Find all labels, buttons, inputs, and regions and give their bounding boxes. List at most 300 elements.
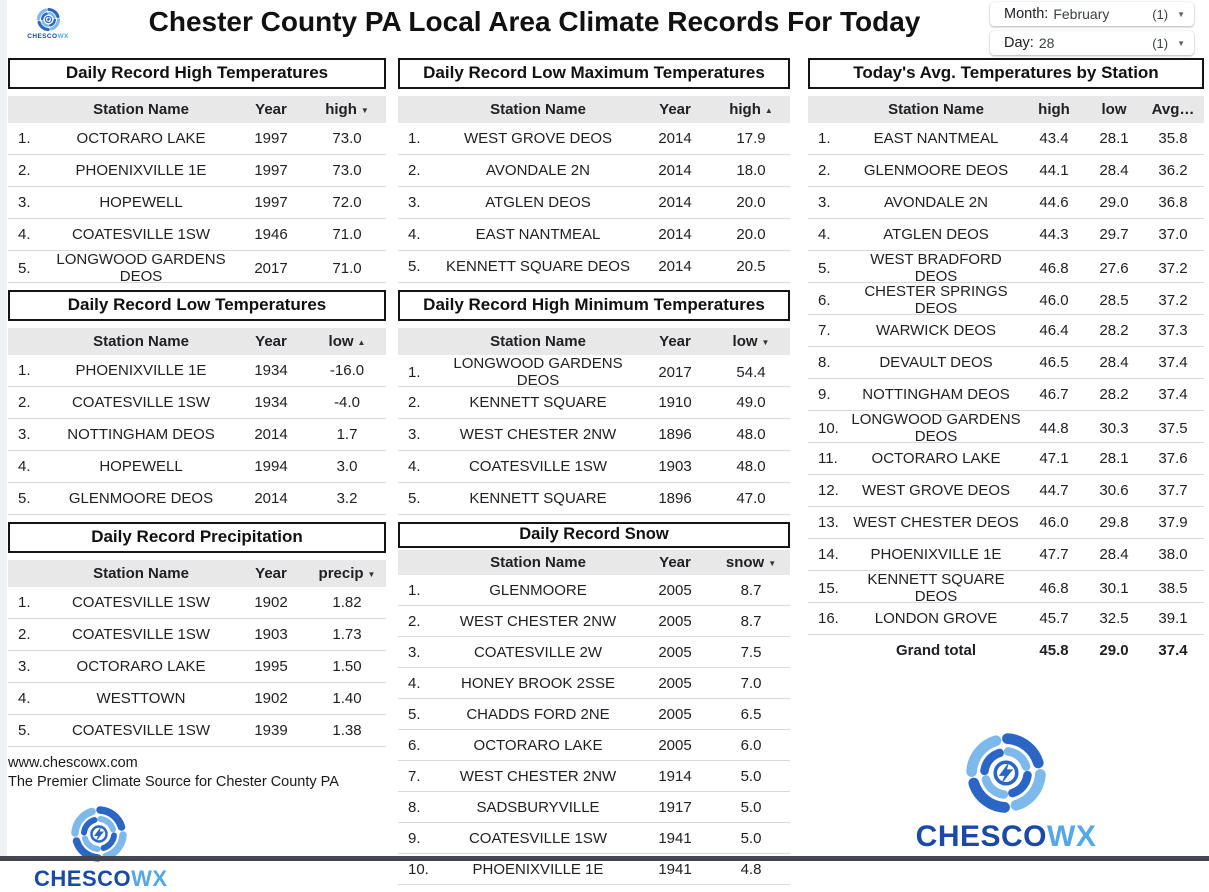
header-station-name[interactable]: Station Name [490, 101, 586, 118]
row-low: 32.5 [1099, 610, 1129, 627]
header-station-name[interactable]: Station Name [490, 554, 586, 571]
row-value: 3.2 [336, 490, 358, 507]
header-sort-column[interactable]: snow ▼ [725, 554, 777, 571]
row-low: 28.1 [1099, 130, 1129, 147]
table-row [398, 187, 790, 219]
row-rank: 5. [408, 490, 421, 507]
header-sort-column[interactable]: low ▼ [732, 333, 770, 350]
row-high: 47.7 [1039, 546, 1069, 563]
day-filter-label: Day: [1004, 35, 1034, 51]
row-station-name: KENNETT SQUARE DEOS [867, 571, 1005, 605]
row-station-name: OCTORARO LAKE [473, 736, 603, 754]
row-rank: 4. [408, 226, 421, 243]
row-low: 30.6 [1099, 482, 1129, 499]
record-snow-title: Daily Record Snow [398, 522, 790, 548]
row-station-name: LONGWOOD GARDENS DEOS [851, 411, 1021, 445]
row-rank: 8. [818, 354, 831, 371]
row-value: 6.0 [740, 736, 762, 754]
chevron-down-icon: ▼ [1177, 38, 1185, 48]
row-rank: 14. [818, 546, 839, 563]
row-rank: 3. [818, 194, 831, 211]
row-year: 1946 [254, 226, 288, 243]
row-year: 2017 [254, 259, 288, 277]
row-station-name: NOTTINGHAM DEOS [67, 426, 215, 443]
row-avg: 38.5 [1158, 579, 1188, 597]
row-low: 28.2 [1099, 322, 1129, 339]
row-year: 1934 [254, 394, 288, 411]
table-row [808, 507, 1204, 539]
table-row [398, 730, 790, 761]
row-rank: 4. [408, 674, 421, 692]
header-year[interactable]: Year [255, 565, 287, 582]
sort-desc-icon: ▼ [360, 106, 369, 115]
chescowx-pinwheel-icon [963, 730, 1049, 816]
row-low: 29.8 [1099, 514, 1129, 531]
table-row [398, 219, 790, 251]
row-avg: 37.4 [1158, 354, 1188, 371]
total-high: 45.8 [1039, 642, 1069, 659]
row-rank: 3. [408, 643, 421, 661]
column-right [808, 58, 1204, 854]
table-row [8, 651, 386, 683]
row-year: 1934 [254, 362, 288, 379]
brand-name-primary: CHESCO [34, 865, 132, 891]
row-value: -4.0 [334, 394, 360, 411]
row-station-name: WEST CHESTER 2NW [459, 767, 617, 785]
row-low: 28.4 [1099, 162, 1129, 179]
row-avg: 37.3 [1158, 322, 1188, 339]
month-filter-value: February [1053, 6, 1110, 22]
row-high: 45.7 [1039, 610, 1069, 627]
header-year[interactable]: Year [659, 101, 691, 118]
header-sort-column[interactable]: low ▲ [328, 333, 366, 350]
row-avg: 37.6 [1158, 450, 1188, 467]
row-value: 8.7 [740, 581, 762, 599]
row-station-name: WARWICK DEOS [875, 322, 996, 339]
row-value: 8.7 [740, 612, 762, 630]
row-value: -16.0 [329, 362, 365, 379]
row-value: 5.0 [740, 829, 762, 847]
avg-temps-table [808, 58, 1204, 666]
row-value: 6.5 [740, 705, 762, 723]
table-row [808, 283, 1204, 315]
column-left [8, 58, 386, 892]
row-year: 2014 [658, 162, 692, 179]
chescowx-logo-footer-right [808, 730, 1204, 854]
row-avg: 39.1 [1158, 610, 1188, 627]
brand-name-primary: CHESCO [27, 33, 58, 40]
row-high: 44.1 [1039, 162, 1069, 179]
sort-asc-icon: ▲ [357, 338, 366, 347]
row-value: 1.38 [332, 722, 362, 739]
table-row [808, 123, 1204, 155]
brand-name-secondary: WX [131, 865, 168, 891]
row-station-name: WEST CHESTER DEOS [853, 514, 1019, 531]
row-high: 44.6 [1039, 194, 1069, 211]
record-low-temps-table [8, 290, 386, 515]
row-rank: 16. [818, 610, 839, 627]
row-rank: 1. [408, 363, 421, 381]
row-station-name: AVONDALE 2N [884, 194, 988, 211]
row-value: 48.0 [736, 458, 766, 475]
row-station-name: COATESVILLE 1SW [71, 226, 211, 243]
row-station-name: WEST GROVE DEOS [463, 130, 613, 147]
total-low: 29.0 [1099, 642, 1129, 659]
row-value: 3.0 [336, 458, 358, 475]
row-low: 29.0 [1099, 194, 1129, 211]
header-sort-column[interactable]: high ▲ [729, 101, 773, 118]
row-rank: 9. [408, 829, 421, 847]
row-year: 2005 [658, 736, 692, 754]
sort-desc-icon: ▼ [761, 338, 770, 347]
table-row [8, 187, 386, 219]
row-station-name: AVONDALE 2N [486, 162, 590, 179]
row-rank: 3. [408, 426, 421, 443]
row-station-name: COATESVILLE 2W [473, 643, 603, 661]
table-row [8, 123, 386, 155]
row-year: 2014 [254, 426, 288, 443]
row-station-name: ATGLEN DEOS [485, 194, 591, 211]
row-station-name: COATESVILLE 1SW [468, 458, 608, 475]
row-year: 1997 [254, 130, 288, 147]
row-low: 28.1 [1099, 450, 1129, 467]
table-row [8, 219, 386, 251]
table-header-row [8, 96, 386, 123]
row-rank: 5. [18, 490, 31, 507]
row-year: 1939 [254, 722, 288, 739]
header-high[interactable]: high [1038, 101, 1070, 118]
row-high: 46.5 [1039, 354, 1069, 371]
table-row [398, 823, 790, 854]
row-rank: 5. [408, 705, 421, 723]
row-station-name: GLENMOORE DEOS [68, 490, 214, 507]
record-precip-table [8, 522, 386, 747]
row-value: 1.50 [332, 658, 362, 675]
row-value: 73.0 [332, 130, 362, 147]
row-high: 46.8 [1039, 579, 1069, 597]
record-high-min-temps-table [398, 290, 790, 515]
row-rank: 7. [408, 767, 421, 785]
row-rank: 2. [18, 394, 31, 411]
table-row [398, 155, 790, 187]
row-year: 2014 [254, 490, 288, 507]
row-rank: 6. [408, 736, 421, 754]
row-avg: 37.9 [1158, 514, 1188, 531]
header-sort-column[interactable]: precip ▼ [318, 565, 376, 582]
row-station-name: PHOENIXVILLE 1E [870, 546, 1002, 563]
row-rank: 5. [18, 259, 31, 277]
table-header-row [8, 328, 386, 355]
row-year: 1941 [658, 829, 692, 847]
row-station-name: OCTORARO LAKE [871, 450, 1001, 467]
row-rank: 8. [408, 798, 421, 816]
row-station-name: GLENMOORE DEOS [863, 162, 1009, 179]
record-low-max-temps-table [398, 58, 790, 283]
table-row [8, 619, 386, 651]
table-row [808, 315, 1204, 347]
page-edge-strip [0, 0, 7, 861]
chescowx-pinwheel-icon [36, 7, 61, 32]
total-avg: 37.4 [1158, 642, 1188, 659]
table-row [8, 715, 386, 747]
chescowx-logo-small [22, 7, 74, 40]
grand-total-row [808, 635, 1204, 666]
row-high: 44.7 [1039, 482, 1069, 499]
row-station-name: LONGWOOD GARDENS DEOS [453, 355, 623, 389]
row-value: 47.0 [736, 490, 766, 507]
sort-desc-icon: ▼ [768, 559, 777, 568]
row-station-name: EAST NANTMEAL [475, 226, 601, 243]
table-row [808, 411, 1204, 443]
row-year: 2014 [658, 194, 692, 211]
row-station-name: CHESTER SPRINGS DEOS [864, 283, 1008, 317]
row-year: 2014 [658, 226, 692, 243]
table-row [398, 668, 790, 699]
row-low: 29.7 [1099, 226, 1129, 243]
row-value: 7.5 [740, 643, 762, 661]
avg-table-title: Today's Avg. Temperatures by Station [808, 58, 1204, 89]
row-station-name: LONGWOOD GARDENS DEOS [56, 251, 226, 285]
row-value: 4.8 [740, 860, 762, 878]
row-rank: 10. [818, 419, 839, 437]
record-low-temps-title: Daily Record Low Temperatures [8, 290, 386, 321]
row-rank: 1. [18, 130, 31, 147]
table-row [808, 251, 1204, 283]
table-row [398, 606, 790, 637]
table-row [398, 419, 790, 451]
total-label: Grand total [895, 642, 976, 659]
brand-name-secondary: WX [57, 33, 69, 40]
table-header-row [808, 96, 1204, 123]
row-rank: 13. [818, 514, 839, 531]
row-rank: 6. [818, 291, 831, 309]
row-avg: 35.8 [1158, 130, 1188, 147]
row-high: 46.8 [1039, 259, 1069, 277]
bottom-divider-bar [0, 856, 1209, 861]
row-low: 28.2 [1099, 386, 1129, 403]
row-avg: 37.0 [1158, 226, 1188, 243]
brand-name-primary: CHESCO [915, 820, 1048, 853]
row-value: 20.0 [736, 194, 766, 211]
filter-controls [990, 2, 1194, 60]
row-station-name: ATGLEN DEOS [883, 226, 989, 243]
row-rank: 2. [408, 394, 421, 411]
row-rank: 1. [18, 362, 31, 379]
row-value: 20.5 [736, 258, 766, 275]
row-rank: 1. [408, 130, 421, 147]
table-row [8, 387, 386, 419]
row-value: 20.0 [736, 226, 766, 243]
row-value: 49.0 [736, 394, 766, 411]
row-year: 1994 [254, 458, 288, 475]
row-rank: 1. [818, 130, 831, 147]
row-low: 28.4 [1099, 546, 1129, 563]
row-station-name: COATESVILLE 1SW [71, 594, 211, 611]
row-station-name: EAST NANTMEAL [873, 130, 999, 147]
row-value: 48.0 [736, 426, 766, 443]
row-year: 2005 [658, 674, 692, 692]
footer-note [8, 754, 386, 792]
row-high: 47.1 [1039, 450, 1069, 467]
row-station-name: PHOENIXVILLE 1E [75, 362, 207, 379]
row-year: 1902 [254, 594, 288, 611]
row-value: 1.82 [332, 594, 362, 611]
table-row [808, 219, 1204, 251]
row-rank: 15. [818, 579, 839, 597]
row-station-name: KENNETT SQUARE [469, 394, 607, 411]
table-row [808, 475, 1204, 507]
row-avg: 36.8 [1158, 194, 1188, 211]
header-year[interactable]: Year [659, 333, 691, 350]
table-row [398, 761, 790, 792]
day-filter-count: (1) [1152, 35, 1169, 51]
row-station-name: LONDON GROVE [874, 610, 998, 627]
table-row [398, 123, 790, 155]
sort-desc-icon: ▼ [367, 570, 376, 579]
month-filter-label: Month: [1004, 6, 1049, 22]
row-rank: 2. [408, 612, 421, 630]
row-year: 2005 [658, 705, 692, 723]
sort-asc-icon: ▲ [764, 106, 773, 115]
table-header-row [398, 96, 790, 123]
record-low-max-temps-title: Daily Record Low Maximum Temperatures [398, 58, 790, 89]
header-station-name[interactable]: Station Name [93, 333, 189, 350]
page-title: Chester County PA Local Area Climate Records For Today [148, 6, 921, 37]
chescowx-wordmark [34, 865, 168, 892]
row-year: 1914 [658, 767, 692, 785]
brand-url: www.chescowx.com [8, 755, 138, 771]
header-station-name[interactable]: Station Name [93, 565, 189, 582]
table-row [398, 575, 790, 606]
record-high-temps-title: Daily Record High Temperatures [8, 58, 386, 89]
row-rank: 3. [408, 194, 421, 211]
row-avg: 38.0 [1158, 546, 1188, 563]
row-high: 46.4 [1039, 322, 1069, 339]
row-year: 1997 [254, 194, 288, 211]
column-middle [398, 58, 790, 892]
row-high: 44.3 [1039, 226, 1069, 243]
row-low: 28.5 [1099, 291, 1129, 309]
row-year: 1896 [658, 426, 692, 443]
row-high: 46.7 [1039, 386, 1069, 403]
row-station-name: HOPEWELL [99, 194, 183, 211]
row-station-name: KENNETT SQUARE [469, 490, 607, 507]
row-year: 2017 [658, 363, 692, 381]
row-year: 1995 [254, 658, 288, 675]
table-row [8, 251, 386, 283]
table-row [398, 792, 790, 823]
row-year: 2005 [658, 581, 692, 599]
brand-name-secondary: WX [1047, 820, 1097, 853]
table-row [8, 451, 386, 483]
header-low[interactable]: low [1101, 101, 1127, 118]
row-station-name: COATESVILLE 1SW [71, 394, 211, 411]
table-row [808, 379, 1204, 411]
row-avg: 37.4 [1158, 386, 1188, 403]
header-avg[interactable]: Avg… [1151, 101, 1195, 118]
table-row [808, 539, 1204, 571]
header-year[interactable]: Year [255, 333, 287, 350]
row-year: 1997 [254, 162, 288, 179]
row-rank: 4. [18, 458, 31, 475]
row-rank: 7. [818, 322, 831, 339]
row-low: 28.4 [1099, 354, 1129, 371]
table-header-row [398, 328, 790, 355]
row-station-name: NOTTINGHAM DEOS [862, 386, 1010, 403]
row-avg: 37.5 [1158, 419, 1188, 437]
table-row [8, 155, 386, 187]
header-sort-column[interactable]: high ▼ [325, 101, 369, 118]
record-precip-title: Daily Record Precipitation [8, 522, 386, 553]
row-rank: 1. [408, 581, 421, 599]
table-row [808, 443, 1204, 475]
row-year: 1910 [658, 394, 692, 411]
table-row [398, 387, 790, 419]
row-high: 46.0 [1039, 514, 1069, 531]
day-filter-dropdown[interactable] [990, 31, 1194, 55]
row-rank: 3. [18, 658, 31, 675]
table-row [398, 355, 790, 387]
row-high: 44.8 [1039, 419, 1069, 437]
row-station-name: OCTORARO LAKE [76, 130, 206, 147]
row-value: 5.0 [740, 798, 762, 816]
table-row [8, 483, 386, 515]
row-value: 72.0 [332, 194, 362, 211]
row-station-name: WEST CHESTER 2NW [459, 426, 617, 443]
header-station-name[interactable]: Station Name [93, 101, 189, 118]
table-row [8, 587, 386, 619]
row-rank: 2. [18, 162, 31, 179]
row-high: 43.4 [1039, 130, 1069, 147]
table-row [808, 571, 1204, 603]
row-avg: 36.2 [1158, 162, 1188, 179]
row-station-name: GLENMOORE [489, 581, 587, 599]
row-station-name: PHOENIXVILLE 1E [472, 860, 604, 878]
row-year: 1903 [658, 458, 692, 475]
record-high-temps-table [8, 58, 386, 283]
row-value: 71.0 [332, 259, 362, 277]
row-rank: 3. [18, 194, 31, 211]
row-avg: 37.2 [1158, 291, 1188, 309]
row-rank: 4. [18, 690, 31, 707]
table-row [398, 451, 790, 483]
row-station-name: DEVAULT DEOS [879, 354, 993, 371]
row-value: 18.0 [736, 162, 766, 179]
header-station-name[interactable]: Station Name [888, 101, 984, 118]
row-station-name: COATESVILLE 1SW [71, 722, 211, 739]
row-rank: 4. [408, 458, 421, 475]
table-header-row [8, 560, 386, 587]
record-high-min-temps-title: Daily Record High Minimum Temperatures [398, 290, 790, 321]
row-rank: 2. [18, 626, 31, 643]
row-station-name: WESTTOWN [96, 690, 186, 707]
row-station-name: HONEY BROOK 2SSE [461, 674, 615, 692]
row-rank: 9. [818, 386, 831, 403]
row-station-name: COATESVILLE 1SW [468, 829, 608, 847]
header-station-name[interactable]: Station Name [490, 333, 586, 350]
row-rank: 5. [818, 259, 831, 277]
row-low: 27.6 [1099, 259, 1129, 277]
row-value: 73.0 [332, 162, 362, 179]
month-filter-dropdown[interactable] [990, 2, 1194, 26]
header-year[interactable]: Year [659, 554, 691, 571]
row-station-name: CHADDS FORD 2NE [466, 705, 610, 723]
header-year[interactable]: Year [255, 101, 287, 118]
row-high: 46.0 [1039, 291, 1069, 309]
record-snow-table [398, 522, 790, 885]
table-header-row [398, 550, 790, 575]
row-station-name: PHOENIXVILLE 1E [75, 162, 207, 179]
